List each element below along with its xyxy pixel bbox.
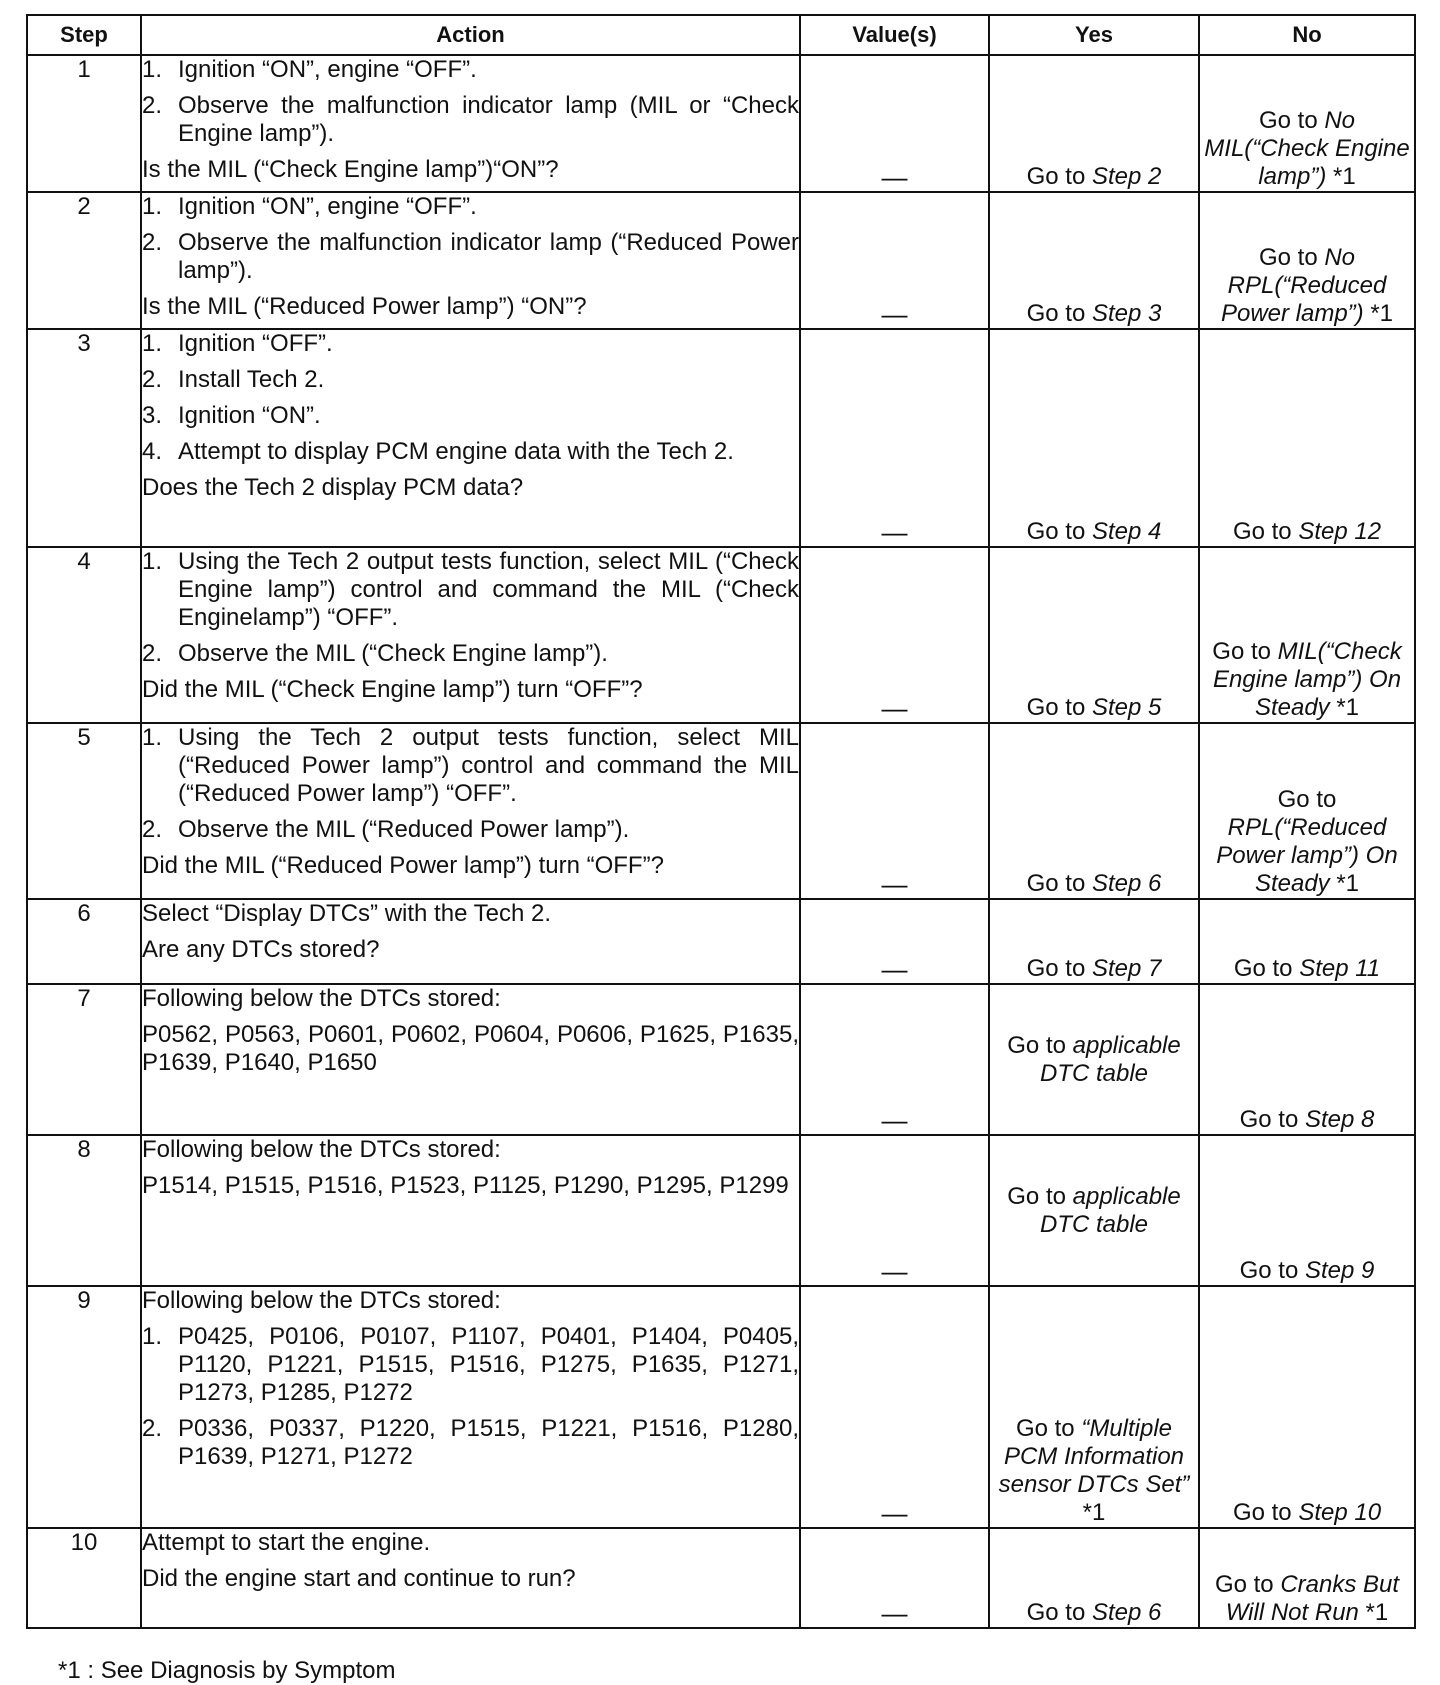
action-cell (141, 984, 800, 1135)
step-number: 2 (27, 192, 141, 329)
value-cell: — (800, 547, 989, 723)
action-item: 1. Using the Tech 2 output tests function, select MIL (“Check Engine lamp”) control and command the MIL (“Check Enginelamp”) “OFF”. (142, 548, 799, 631)
action-question: Is the MIL (“Check Engine lamp”)“ON”? (142, 156, 559, 183)
table-row (27, 984, 1415, 1135)
table-row (27, 192, 1415, 329)
value-cell: — (800, 329, 989, 547)
table-row (27, 329, 1415, 547)
action-lead: Following below the DTCs stored: (142, 1287, 501, 1314)
yes-cell: Go to Step 6 (989, 1528, 1199, 1628)
action-question: Is the MIL (“Reduced Power lamp”) “ON”? (142, 293, 587, 320)
yes-cell: Go to Step 2 (989, 55, 1199, 192)
no-cell: Go to Cranks But Will Not Run *1 (1199, 1528, 1415, 1628)
yes-cell: Go to “Multiple PCM Information sensor DTCs Set” *1 (989, 1286, 1199, 1528)
value-cell: — (800, 899, 989, 984)
action-cell (141, 192, 800, 329)
action-question: Does the Tech 2 display PCM data? (142, 474, 524, 501)
step-number: 6 (27, 899, 141, 984)
yes-cell: Go to applicable DTC table (989, 984, 1199, 1135)
action-lead: Following below the DTCs stored: (142, 1136, 501, 1163)
table-row (27, 1286, 1415, 1528)
diagnostic-table (26, 14, 1416, 1629)
step-number: 4 (27, 547, 141, 723)
action-item: 1. Using the Tech 2 output tests function, select MIL (“Reduced Power lamp”) control and command the MIL (“Reduced Power lamp”) “OFF”. (142, 724, 799, 807)
dtc-codes: P1514, P1515, P1516, P1523, P1125, P1290, P1295, P1299 (142, 1172, 789, 1199)
step-number: 7 (27, 984, 141, 1135)
yes-cell: Go to Step 5 (989, 547, 1199, 723)
action-cell (141, 55, 800, 192)
value-cell: — (800, 1528, 989, 1628)
header-row (27, 15, 1415, 55)
yes-cell: Go to applicable DTC table (989, 1135, 1199, 1286)
action-item: 2. Observe the malfunction indicator lamp (“Reduced Power lamp”). (142, 229, 799, 284)
action-lead: Following below the DTCs stored: (142, 985, 501, 1012)
dtc-codes: P0562, P0563, P0601, P0602, P0604, P0606, P1625, P1635, P1639, P1640, P1650 (142, 1021, 799, 1076)
no-cell: Go to Step 12 (1199, 329, 1415, 547)
action-item: 1. Ignition “ON”, engine “OFF”. (142, 193, 477, 220)
action-item: 4. Attempt to display PCM engine data with the Tech 2. (142, 438, 734, 465)
action-cell (141, 547, 800, 723)
action-question: Did the MIL (“Reduced Power lamp”) turn “OFF”? (142, 852, 664, 879)
table-row (27, 899, 1415, 984)
table-row (27, 55, 1415, 192)
footnote: *1 : See Diagnosis by Symptom (58, 1657, 396, 1684)
step-number: 10 (27, 1528, 141, 1628)
action-cell (141, 1286, 800, 1528)
yes-cell: Go to Step 7 (989, 899, 1199, 984)
table-row (27, 723, 1415, 899)
action-item: 3. Ignition “ON”. (142, 402, 321, 429)
step-number: 9 (27, 1286, 141, 1528)
action-cell (141, 1528, 800, 1628)
no-cell: Go to RPL(“Reduced Power lamp”) On Steady *1 (1199, 723, 1415, 899)
action-lead: Select “Display DTCs” with the Tech 2. (142, 900, 552, 927)
header-yes: Yes (989, 15, 1199, 55)
value-cell: — (800, 192, 989, 329)
action-item: 2. Install Tech 2. (142, 366, 325, 393)
value-cell: — (800, 1286, 989, 1528)
header-action: Action (141, 15, 800, 55)
no-cell: Go to No RPL(“Reduced Power lamp”) *1 (1199, 192, 1415, 329)
table-row (27, 547, 1415, 723)
action-item: 2. Observe the malfunction indicator lamp (MIL or “Check Engine lamp”). (142, 92, 799, 147)
action-item: 1. P0425, P0106, P0107, P1107, P0401, P1404, P0405, P1120, P1221, P1515, P1516, P1275, P1635, P1271, P1273, P1285, P1272 (142, 1323, 799, 1406)
yes-cell: Go to Step 3 (989, 192, 1199, 329)
action-item: 2. Observe the MIL (“Reduced Power lamp”). (142, 816, 630, 843)
action-item: 2. Observe the MIL (“Check Engine lamp”). (142, 640, 608, 667)
action-cell (141, 1135, 800, 1286)
yes-cell: Go to Step 6 (989, 723, 1199, 899)
value-cell: — (800, 1135, 989, 1286)
step-number: 1 (27, 55, 141, 192)
header-no: No (1199, 15, 1415, 55)
value-cell: — (800, 984, 989, 1135)
action-question: Did the engine start and continue to run? (142, 1565, 576, 1592)
action-cell (141, 899, 800, 984)
action-item: 2. P0336, P0337, P1220, P1515, P1221, P1516, P1280, P1639, P1271, P1272 (142, 1415, 799, 1470)
action-question: Did the MIL (“Check Engine lamp”) turn “OFF”? (142, 676, 643, 703)
action-item: 1. Ignition “OFF”. (142, 330, 333, 357)
step-number: 5 (27, 723, 141, 899)
action-cell (141, 723, 800, 899)
action-lead: Attempt to start the engine. (142, 1529, 431, 1556)
table-row (27, 1135, 1415, 1286)
value-cell: — (800, 723, 989, 899)
yes-cell: Go to Step 4 (989, 329, 1199, 547)
no-cell: Go to Step 10 (1199, 1286, 1415, 1528)
table-row (27, 1528, 1415, 1628)
action-question: Are any DTCs stored? (142, 936, 380, 963)
step-number: 8 (27, 1135, 141, 1286)
step-number: 3 (27, 329, 141, 547)
value-cell: — (800, 55, 989, 192)
header-value: Value(s) (800, 15, 989, 55)
no-cell: Go to Step 11 (1199, 899, 1415, 984)
no-cell: Go to Step 8 (1199, 984, 1415, 1135)
action-cell (141, 329, 800, 547)
no-cell: Go to No MIL(“Check Engine lamp”) *1 (1199, 55, 1415, 192)
header-step: Step (27, 15, 141, 55)
no-cell: Go to MIL(“Check Engine lamp”) On Steady *1 (1199, 547, 1415, 723)
action-item: 1. Ignition “ON”, engine “OFF”. (142, 56, 477, 83)
no-cell: Go to Step 9 (1199, 1135, 1415, 1286)
